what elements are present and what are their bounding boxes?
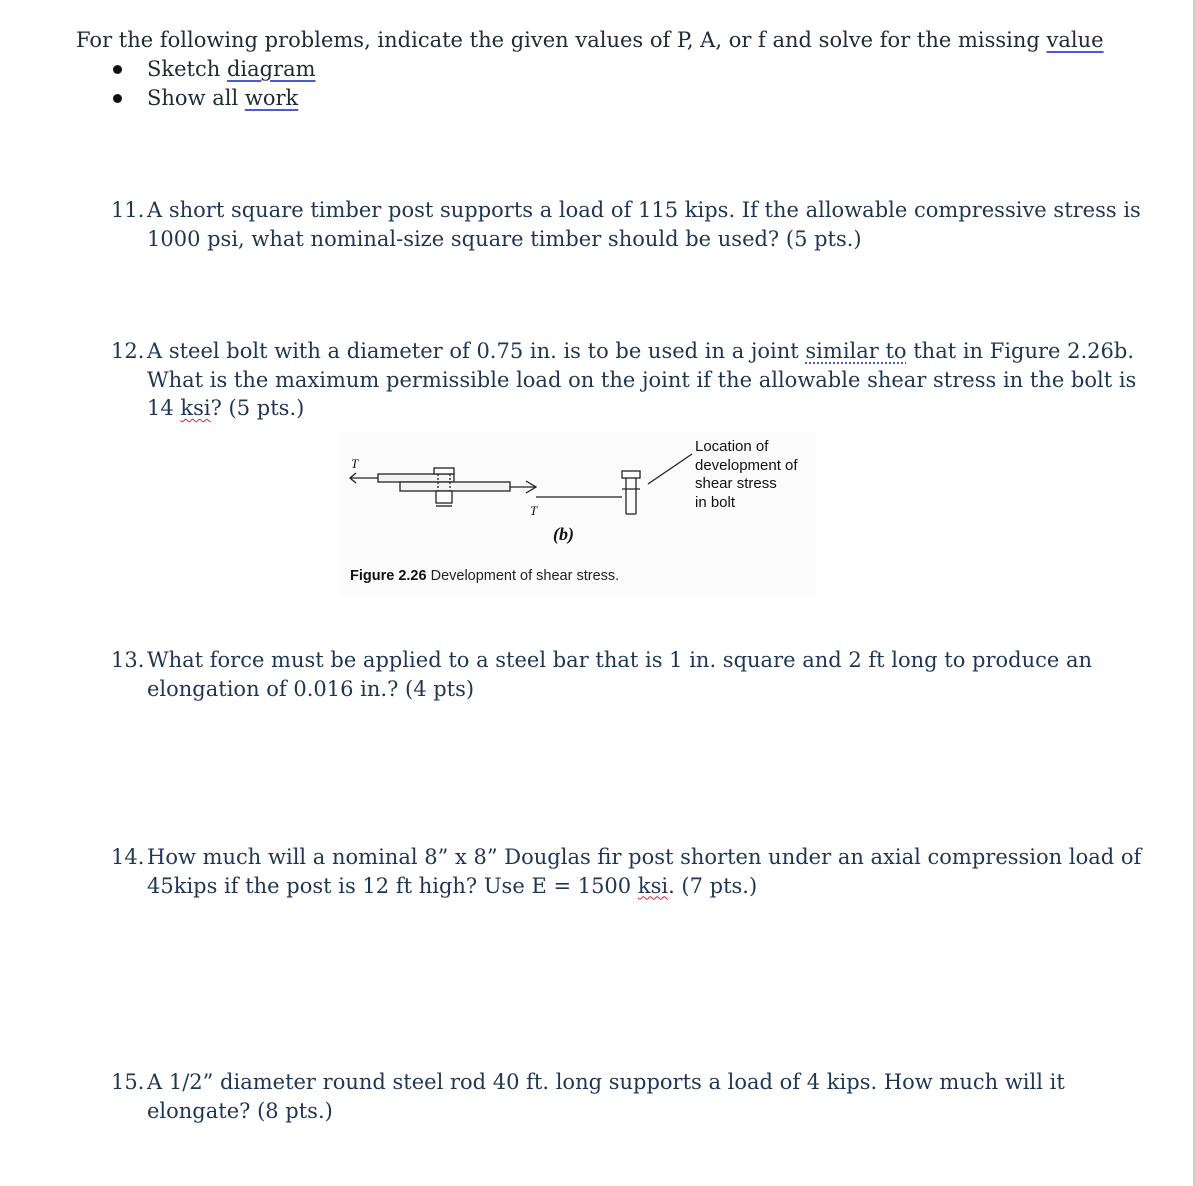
problem-12	[111, 337, 1136, 423]
figure-caption	[350, 568, 619, 584]
instructions	[76, 26, 1104, 113]
caption-label: Figure 2.26	[350, 568, 427, 584]
bullet-item	[76, 84, 1104, 113]
problem-text: How much will a nominal 8” x 8” Douglas fir post shorten under an axial compression load of	[147, 845, 1142, 869]
problem-text: 1000 psi, what nominal-size square timber should be used? (5 pts.)	[147, 226, 862, 251]
force-label-right: T	[530, 503, 538, 518]
bullet-item	[76, 55, 1104, 84]
annotation-line: development of	[695, 456, 798, 474]
problem-text: that in Figure 2.26b.	[906, 339, 1135, 363]
problem-text: elongation of 0.016 in.? (4 pts)	[147, 676, 475, 701]
problem-number: 13.	[111, 648, 145, 672]
intro-text: For the following problems, indicate the given values of P, A, or f and solve for the missing	[76, 28, 1047, 52]
figure-annotation	[695, 438, 798, 512]
problem-text: . (7 pts.)	[668, 873, 758, 898]
force-label-left: T	[351, 456, 359, 471]
spell-flagged-word: ksi	[180, 396, 211, 420]
caption-text: Development of shear stress.	[430, 568, 620, 584]
figure-2-26	[340, 432, 816, 596]
problem-13	[111, 646, 1092, 703]
problem-text: 45kips if the post is 12 ft high? Use E = 1500	[147, 873, 638, 898]
problem-15	[111, 1068, 1065, 1125]
bullet-text: Show all	[147, 86, 245, 110]
problem-text: A 1/2” diameter round steel rod 40 ft. long supports a load of 4 kips. How much will it	[147, 1070, 1065, 1094]
problem-number: 14.	[111, 845, 145, 869]
problem-text: ? (5 pts.)	[210, 396, 305, 420]
grammar-flagged-text: similar to	[805, 339, 907, 363]
problem-text: A steel bolt with a diameter of 0.75 in. is to be used in a joint	[147, 339, 806, 363]
problem-text: 14	[147, 396, 181, 420]
annotation-line: shear stress	[695, 475, 777, 492]
problem-text: What force must be applied to a steel bar that is 1 in. square and 2 ft long to produce an	[147, 648, 1093, 672]
spell-flagged-word: ksi	[637, 873, 669, 898]
bullet-icon	[113, 94, 122, 103]
intro-underlined-word: value	[1046, 28, 1104, 52]
problem-14	[111, 843, 1141, 900]
intro-line	[76, 26, 1104, 55]
bullet-text: Sketch	[147, 57, 227, 81]
problem-text: What is the maximum permissible load on the joint if the allowable shear stress in the bolt is	[147, 367, 1137, 392]
annotation-line: in bolt	[695, 493, 736, 511]
problem-number: 11.	[111, 198, 145, 222]
problem-number: 15.	[111, 1070, 145, 1094]
annotation-line: Location of	[695, 438, 769, 455]
bullet-underlined-word: work	[244, 86, 299, 110]
problem-11	[111, 196, 1141, 253]
bullet-icon	[113, 65, 122, 74]
bullet-underlined-word: diagram	[226, 57, 316, 81]
problem-number: 12.	[111, 339, 145, 363]
figure-sublabel: (b)	[553, 524, 574, 544]
problem-text: A short square timber post supports a load of 115 kips. If the allowable compressive stress is	[147, 198, 1141, 222]
problem-text: elongate? (8 pts.)	[147, 1098, 333, 1123]
